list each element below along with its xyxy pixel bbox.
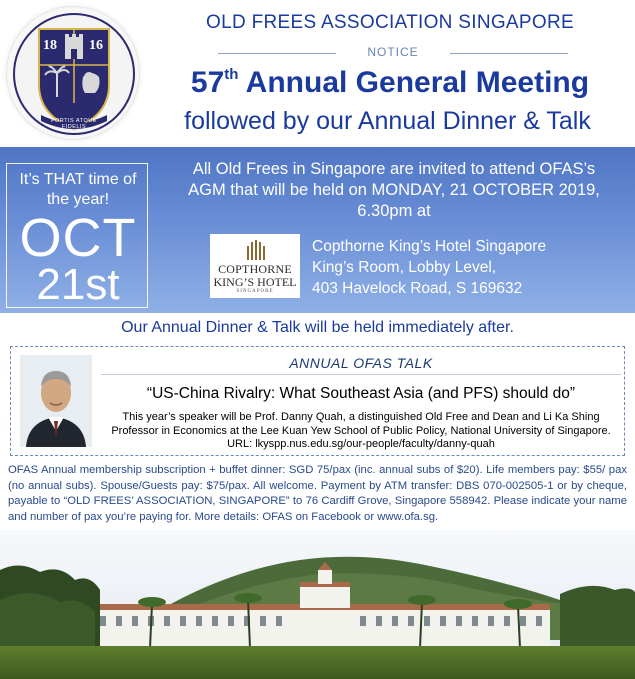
venue-address bbox=[312, 236, 546, 299]
crest-year-left: 18 bbox=[43, 38, 57, 53]
speaker-photo bbox=[20, 355, 92, 447]
venue-line: Copthorne King’s Hotel Singapore bbox=[312, 238, 547, 255]
header bbox=[0, 0, 635, 145]
crest-motto: FORTIS ATQUE FIDELIS bbox=[51, 118, 97, 130]
agm-ordinal: th bbox=[224, 66, 239, 83]
hotel-logo-line3: SINGAPORE bbox=[236, 289, 274, 294]
talk-title: “US-China Rivalry: What Southeast Asia (and PFS) should do” bbox=[146, 385, 576, 402]
talk-label-rule bbox=[101, 374, 621, 375]
ofas-crest-logo bbox=[6, 6, 140, 140]
org-name: OLD FREES ASSOCIATION SINGAPORE bbox=[206, 12, 574, 33]
invite-line: All Old Frees in Singapore are invited to attend OFAS’s bbox=[192, 160, 596, 178]
notice-label: NOTICE bbox=[367, 45, 419, 59]
invite-line: 6.30pm at bbox=[357, 202, 431, 220]
venue-line: King’s Room, Lobby Level, bbox=[312, 259, 497, 276]
hotel-logo-line2: KING’S HOTEL bbox=[213, 275, 297, 289]
agm-number: 57 bbox=[190, 66, 225, 99]
invite-text bbox=[158, 159, 630, 222]
hotel-logo bbox=[210, 234, 300, 298]
crest-year-right: 16 bbox=[89, 38, 103, 53]
date-month: OCT bbox=[19, 208, 137, 268]
venue-line: 403 Havelock Road, S 169632 bbox=[312, 280, 523, 297]
talk-description: This year’s speaker will be Prof. Danny Quah, a distinguished Old Free and Dean and Li Ka Shing Professor in Economics at the Lee Kuan Yew School of Public Policy, National University of Singapore. URL: lkyspp.nus.edu.sg/our-people/faculty/danny-quah bbox=[111, 411, 611, 450]
notice-row bbox=[218, 43, 568, 63]
hotel-logo-line1: COPTHORNE bbox=[218, 262, 292, 276]
dinner-title: followed by our Annual Dinner & Talk bbox=[184, 107, 591, 135]
school-building-photo bbox=[0, 530, 635, 679]
hotel-logo-mark bbox=[247, 240, 265, 260]
membership-details: OFAS Annual membership subscription + buffet dinner: SGD 75/pax (inc. annual subs of $20). Life members pay: $55/ pax (no annual subs). Spouse/Guests pay: $75/pax. All welcome. Payment by ATM transfer: DBS 070-002505-1 or by cheque, payable to “OLD FREES’ ASSOCIATION, SINGAPORE” to 76 Cardiff Grove, Singapore 558942. Please indicate your name and number of pax you’re paying for. More details: OFAS on Facebook or www.ofa.sg. bbox=[8, 464, 627, 523]
agm-title-rest: Annual General Meeting bbox=[238, 66, 590, 99]
date-day: 21st bbox=[36, 260, 120, 309]
agm-title bbox=[150, 66, 630, 100]
dinner-note: Our Annual Dinner & Talk will be held immediately after. bbox=[121, 319, 514, 336]
talk-box bbox=[10, 346, 625, 456]
invite-line: AGM that will be held on MONDAY, 21 OCTOBER 2019, bbox=[188, 181, 600, 199]
date-tagline: It’s THAT time of the year! bbox=[19, 171, 137, 208]
event-band bbox=[0, 147, 635, 313]
talk-label: ANNUAL OFAS TALK bbox=[289, 355, 433, 371]
date-box bbox=[6, 163, 148, 308]
notice-rule-right bbox=[450, 53, 568, 54]
